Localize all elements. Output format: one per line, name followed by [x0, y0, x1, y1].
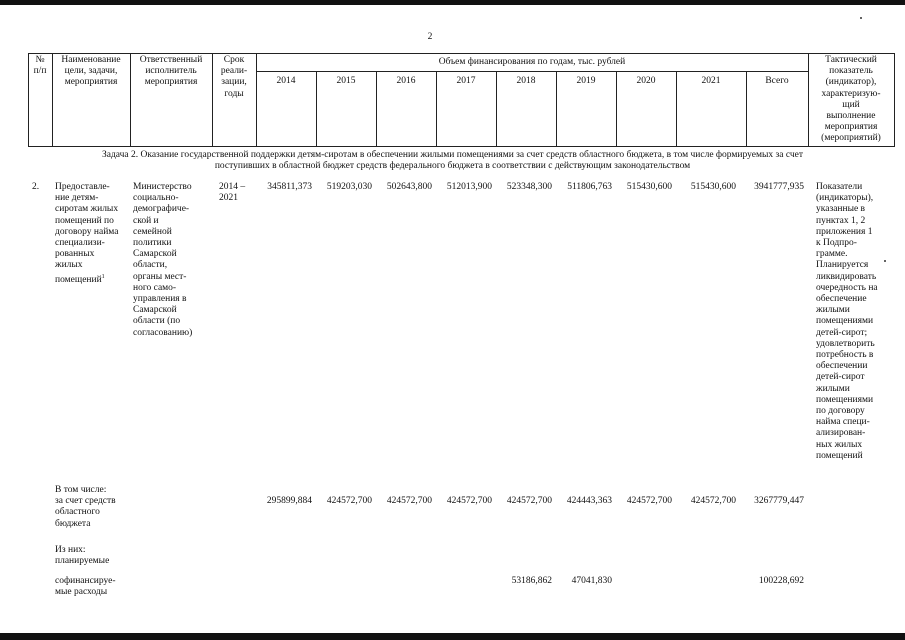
- row-value-2018: 523348,300: [506, 182, 552, 192]
- scan-speck: [884, 260, 886, 262]
- subrow-regional-2015: 424572,700: [326, 496, 372, 506]
- header-year: 2018: [516, 76, 536, 86]
- footnote-mark: 1: [101, 273, 105, 280]
- header-term: Срок реали- зации, годы: [220, 55, 248, 99]
- subrow-cofinanced-label: софинансируе- мые расходы: [55, 576, 116, 598]
- bottom-scan-border: [0, 633, 905, 640]
- top-scan-border: [0, 0, 905, 5]
- row-value-2016: 502643,800: [386, 182, 432, 192]
- header-year: 2019: [576, 76, 596, 86]
- row-value-2014: 345811,373: [267, 182, 312, 192]
- subrow-cofinanced-total: 100228,692: [758, 576, 804, 586]
- row-value-2020: 515430,600: [626, 182, 672, 192]
- header-number: № п/п: [33, 55, 47, 77]
- header-year: 2021: [701, 76, 721, 86]
- subrow-regional-2017: 424572,700: [446, 496, 492, 506]
- table-top-line: [28, 53, 895, 54]
- subrow-regional-2020: 424572,700: [626, 496, 672, 506]
- header-year: 2015: [336, 76, 356, 86]
- subrow-cofinanced-2018: 53186,862: [511, 576, 552, 586]
- subrow-cofinanced-2019: 47041,830: [571, 576, 612, 586]
- header-funding: Объем финансирования по годам, тыс. рублей: [438, 57, 626, 67]
- header-name: Наименование цели, задачи, мероприятия: [61, 55, 121, 88]
- row-activity-name: Предоставле- ние детям- сиротам жилых помещений по договору найма специализи- рованных жилых помещений$^1$: [55, 182, 119, 285]
- header-total: Всего: [765, 76, 789, 86]
- row-value-total: 3941777,935: [754, 182, 804, 192]
- subrow-regional-2018: 424572,700: [506, 496, 552, 506]
- header-year: 2014: [276, 76, 296, 86]
- subrow-regional-2021: 424572,700: [690, 496, 736, 506]
- task-title-line1: Задача 2. Оказание государственной поддержки детям-сиротам в обеспечении жилыми помещениями за счет средств областного бюджета, в том числе формируемых за счет: [101, 150, 804, 160]
- row-number: 2.: [32, 182, 40, 192]
- years-header-line: [256, 71, 808, 72]
- row-term: 2014 – 2021: [219, 182, 246, 204]
- header-indicator: Тактический показатель (индикатор), характеризую- щий выполнение мероприятия (мероприятий): [821, 55, 881, 144]
- subrow-regional-budget-label: В том числе: за счет средств областного бюджета: [55, 485, 116, 529]
- header-year: 2016: [396, 76, 416, 86]
- row-value-2017: 512013,900: [446, 182, 492, 192]
- subrow-regional-total: 3267779,447: [754, 496, 804, 506]
- row-indicator: Показатели (индикаторы), указанные в пунктах 1, 2 приложения 1 к Подпро- грамме. Планируется ликвидировать очередность на обеспечение жилыми помещениями детей-сирот; удовлетворить потребность в обеспечении детей-сирот жилыми помещениями по договору найма специ- ализирован- ных жилых помещений: [816, 182, 878, 461]
- header-responsible: Ответственный исполнитель мероприятия: [139, 55, 203, 88]
- subrow-regional-2014: 295899,884: [266, 496, 312, 506]
- page-number: 2: [427, 32, 433, 42]
- subrow-regional-2016: 424572,700: [386, 496, 432, 506]
- subrow-regional-2019: 424443,363: [566, 496, 612, 506]
- header-year: 2017: [456, 76, 476, 86]
- subrow-planned-label: Из них: планируемые: [55, 545, 110, 567]
- header-bottom-line: [28, 146, 895, 147]
- row-value-2019: 511806,763: [567, 182, 612, 192]
- task-title-line2: поступивших в областной бюджет средств федерального бюджета в соответствии с действующим законодательством: [214, 161, 691, 171]
- scan-speck: [860, 17, 862, 19]
- row-responsible: Министерство социально- демографиче- ской и семейной политики Самарской области, органы мест- ного само- управления в Самарской области (по согласованию): [133, 182, 193, 338]
- row-value-2021: 515430,600: [690, 182, 736, 192]
- header-year: 2020: [636, 76, 656, 86]
- row-value-2015: 519203,030: [326, 182, 372, 192]
